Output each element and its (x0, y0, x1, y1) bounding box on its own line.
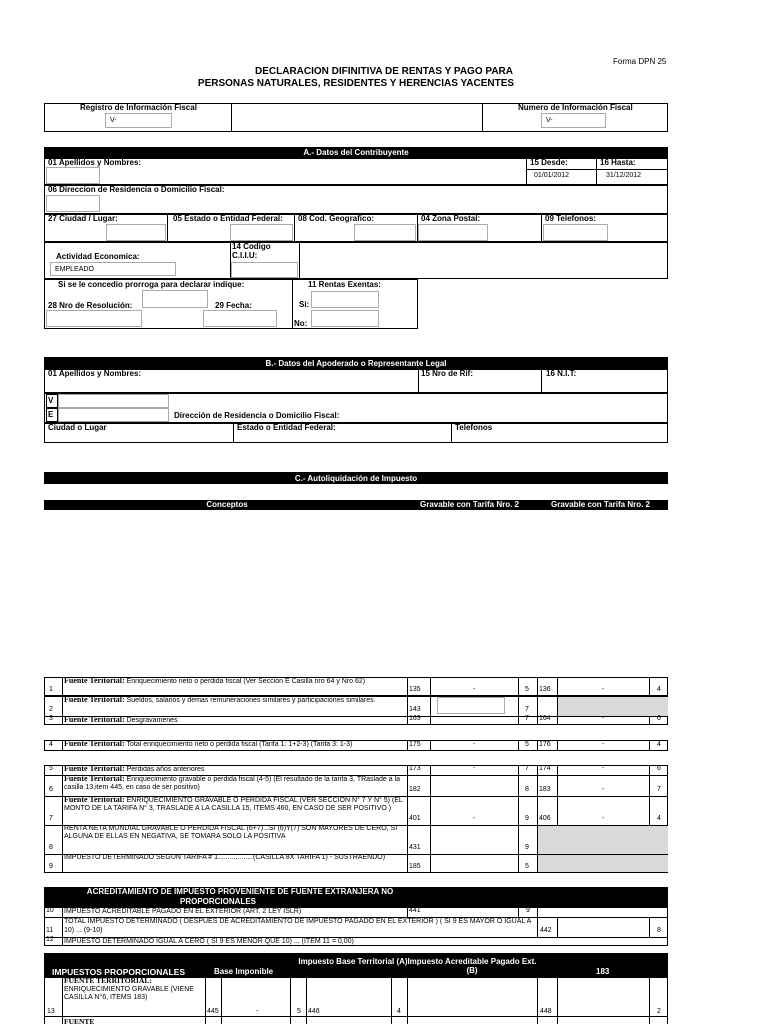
form-code: Forma DPN 25 (613, 57, 667, 66)
prop-val-1[interactable]: - (256, 1008, 259, 1015)
prop-ref-2: 4 (397, 1008, 401, 1015)
section-c-header: C.- Autoliquidación de Impuesto (44, 472, 668, 484)
phone-input[interactable] (543, 224, 608, 241)
row-value-1[interactable]: - (472, 741, 476, 748)
prop-col-4: Impuesto Acreditable Pagado Ext. (B) (407, 957, 537, 975)
prop-row-num: 13 (47, 1008, 55, 1015)
row-ref-2: 4 (657, 686, 661, 693)
activity-input[interactable]: EMPLEADO (50, 262, 176, 276)
row-ref-2: 4 (657, 741, 661, 748)
city-input[interactable] (106, 224, 166, 241)
foreign-row-text: IMPUESTO DETERMINADO IGUAL A CERO ( SI 9 ES MENOR QUE 10) ... (ITEM 11 = 0,00) (64, 938, 354, 945)
prop-ref-1: 5 (297, 1008, 301, 1015)
row-ref-1: 5 (525, 863, 529, 870)
row-number: 4 (49, 741, 53, 748)
section-a-header: A.- Datos del Contribuyente (44, 147, 668, 158)
row-value-2[interactable]: - (601, 815, 605, 822)
resolution-input[interactable] (142, 290, 208, 308)
row-ref-1: 5 (525, 686, 529, 693)
row-concept-text: Perdidas años anteriores (126, 766, 205, 773)
row-code-1: 175 (409, 741, 421, 748)
row-concept-text: Enriquecimiento neto o perdida fiscal (Ver Sección E Casilla nro 64 y Nro 62) (126, 678, 366, 685)
foreign-row-text: TOTAL IMPUESTO DETERMINADO ( DESPUES DE ACREDITAMIENTO DE IMPUESTO PAGADO EN EL EXTERIOR ) ( SI 9 ES MAYOR O IGUAL A 10) ... (9-10) (64, 918, 531, 934)
rep-state-label: Estado o Entidad Federal: (237, 423, 336, 432)
page-subtitle: PERSONAS NATURALES, RESIDENTES Y HERENCIAS YACENTES (197, 78, 515, 89)
foreign-row-number: 11 (46, 927, 54, 934)
row-value-2[interactable]: - (601, 786, 605, 793)
prop-col-2: Base Imponible (214, 967, 274, 976)
row-code-1: 185 (409, 863, 421, 870)
rif-input[interactable]: V- (105, 113, 172, 128)
row-concept (64, 765, 406, 775)
row-value-2[interactable]: - (601, 765, 605, 772)
row-number: 1 (49, 686, 53, 693)
row-concept-bold: Fuente Teritorial: (64, 740, 125, 748)
row-ref-2: 6 (657, 765, 661, 772)
ciiu-input[interactable] (231, 262, 298, 278)
row-code-2: 183 (539, 786, 551, 793)
row-code-1: 401 (409, 815, 421, 822)
activity-label: Actividad Economica: (56, 252, 140, 261)
foreign-row-ref-2: 8 (657, 927, 661, 934)
foreign-row-code: 441 (409, 907, 421, 914)
address-label: 06 Direccion de Residencia o Domicilio Fiscal: (48, 185, 225, 194)
to-date[interactable]: 31/12/2012 (606, 172, 642, 179)
rep-address-label: Dirección de Residencia o Domicilio Fiscal: (174, 411, 340, 420)
foreign-row-number: 12 (46, 936, 54, 943)
row-number: 9 (49, 863, 53, 870)
names-input[interactable] (46, 167, 100, 184)
row-concept (64, 796, 406, 825)
row-concept-bold: Fuente Teritorial: (64, 796, 125, 804)
row-ref-1: 7 (525, 706, 529, 713)
to-label: 16 Hasta: (600, 158, 636, 167)
row-concept-text: RENTA NETA MUNDIAL GRAVABLE O PÉRDIDA FISCAL (6+7)...SI (6)Y(7) SON MAYORES DE CERO, SI ALGUNA DE ELLAS EN NEGATIVA, SE TOMARA SOLO LA POSITIVA (64, 825, 398, 841)
row-number: 8 (49, 844, 53, 851)
resolution-input-2[interactable] (46, 310, 142, 327)
row-concept (64, 854, 406, 873)
row-concept (64, 775, 406, 796)
row-value-1[interactable]: - (472, 686, 476, 693)
prop-code-3: 448 (540, 1008, 552, 1015)
names-label: 01 Apellidos y Nombres: (48, 158, 142, 167)
row-ref-2: 4 (657, 815, 661, 822)
state-input[interactable] (230, 224, 293, 241)
prop-ref-3: 2 (657, 1008, 661, 1015)
phone-label: 09 Telefonos: (545, 214, 596, 223)
row-code-2: 176 (539, 741, 551, 748)
rep-id-input[interactable] (58, 394, 169, 408)
resolution-label: 28 Nro de Resolución: (48, 301, 133, 310)
zip-input[interactable] (418, 224, 488, 241)
rif-label: Registro de Información Fiscal (80, 103, 197, 112)
row-value-2[interactable]: - (601, 741, 605, 748)
rep-city-label: Ciudad o Lugar (48, 423, 107, 432)
no-label: No: (294, 319, 308, 328)
section-b-header: B.- Datos del Apoderado o Representante Legal (44, 357, 668, 369)
rep-id-input-2[interactable] (58, 408, 169, 422)
row-2-input[interactable] (437, 697, 505, 714)
row-code-1: 143 (409, 706, 421, 713)
row-concept-text: Enriquecimiento gravable o perdida fiscal (4-5) (El resultado de la tarifa 3, TRaslade a la casilla 13,item 445, en caso de ser positivo) (64, 776, 401, 792)
row-concept-bold: Fuente Teritorial: (64, 696, 125, 704)
rep-nit-label: 16 N.I.T: (546, 369, 577, 378)
row-number: 6 (49, 786, 53, 793)
address-input[interactable] (46, 195, 100, 212)
rep-names-label: 01 Apellidos y Nombres: (48, 369, 142, 378)
row-concept-text: Total enriquecimiento neto o perdida fiscal (Tarifa 1: 1+2-3) (Tarifa 3: 1-3) (126, 741, 353, 748)
row-ref-1: 9 (525, 815, 529, 822)
row-ref-1: 7 (525, 715, 529, 722)
row-concept (64, 825, 406, 854)
extension-label: Si se le concedio prorroga para declarar indique: (58, 280, 245, 289)
prop-row-text (64, 977, 204, 1002)
row-ref-1: 8 (525, 786, 529, 793)
row-concept (64, 677, 406, 696)
row-code-2: 174 (539, 765, 551, 772)
rep-e-label: E (48, 410, 54, 419)
col-concepts: Conceptos (206, 500, 248, 509)
row-code-1: 163 (409, 715, 421, 722)
row-concept (64, 696, 406, 716)
row-code-1: 182 (409, 786, 421, 793)
ciiu-label: 14 Codigo C.I.I.U: (232, 242, 271, 260)
row-number: 7 (49, 815, 53, 822)
foreign-row-ref: 9 (526, 907, 530, 914)
zip-label: 04 Zona Postal: (421, 214, 481, 223)
prop-col-5: 183 (596, 967, 610, 976)
rep-phone-label: Telefonos (455, 423, 493, 432)
row-ref-2: 7 (657, 786, 661, 793)
city-label: 27 Ciudad / Lugar: (48, 214, 118, 223)
col-tarifa-b: Gravable con Tarifa Nro. 2 (551, 500, 650, 509)
row-concept-text: IMPUESTO DETERMINADO SEGUN TARIFA # 1..................(CASILLA 8X TARIFA 1) - SUSTRAENDO) (64, 854, 386, 861)
row-value-1[interactable]: - (472, 765, 476, 772)
row-concept-text: Desgravamenes (126, 717, 178, 724)
row-code-2: 406 (539, 815, 551, 822)
rep-v-label: V (48, 396, 54, 405)
row-code-2: 136 (539, 686, 551, 693)
row-concept-bold: Fuente Teritorial: (64, 677, 125, 685)
prop-code-2: 446 (308, 1008, 320, 1015)
prop-row-next: FUENTE (64, 1017, 95, 1026)
exempt-yes-input[interactable] (311, 291, 379, 308)
row-ref-2: 6 (657, 715, 661, 722)
prop-code-1: 445 (207, 1008, 219, 1015)
from-label: 15 Desde: (530, 158, 568, 167)
col-tarifa-a: Gravable con Tarifa Nro. 2 (420, 500, 519, 509)
foreign-row-number: 10 (46, 907, 54, 914)
exempt-no-input[interactable] (311, 310, 379, 327)
row-concept (64, 740, 406, 751)
yes-label: Si: (299, 300, 310, 309)
row-code-1: 135 (409, 686, 421, 693)
row-number: 5 (49, 765, 53, 772)
row-concept-text: ENRIQUECIMIENTO GRAVABLE O PERDIDA FISCAL (VER SECCIÓN N° 7 Y N° 5) (EL MONTO DE LA TARIFA N° 3, TRASLADE A LA CASILLA 15, ITEMS 460, EN CASO DE SER POSITIVO ) (64, 797, 403, 813)
row-ref-1: 9 (525, 844, 529, 851)
geo-code-input[interactable] (354, 224, 416, 241)
rep-location-row (44, 423, 668, 443)
row-code-1: 431 (409, 844, 421, 851)
exempt-label: 11 Rentas Exentas: (308, 280, 381, 289)
from-date[interactable]: 01/01/2012 (534, 172, 570, 179)
row-value-1[interactable]: - (472, 815, 476, 822)
row-concept-text: Sueldos, salarios y demas remuneraciones similares y participaciones similares. (126, 697, 376, 704)
row-concept-bold: Fuente Teritorial: (64, 775, 125, 783)
row-value-2[interactable]: - (601, 686, 605, 693)
nit-input[interactable]: V- (541, 113, 606, 128)
row-concept-bold: Fuente Teritorial: (64, 765, 125, 773)
prop-row-desc: ENRIQUECIMIENTO GRAVABLE (VIENE CASILLA N°6, ITEMS 183) (64, 986, 194, 1001)
foreign-title-1: ACREDITAMIENTO DE IMPUESTO PROVENIENTE DE FUENTE EXTRANJERA NO (86, 887, 394, 896)
row-value-2[interactable]: - (601, 715, 605, 722)
row-number: 3 (49, 715, 53, 722)
foreign-title-2: PROPORCIONALES (179, 897, 256, 906)
row-ref-1: 7 (525, 765, 529, 772)
geo-code-label: 08 Cod. Geografico: (298, 214, 375, 223)
row-code-2: 164 (539, 715, 551, 722)
row-number: 2 (49, 706, 53, 713)
page-title: DECLARACION DIFINITIVA DE RENTAS Y PAGO PARA (255, 66, 513, 77)
row-concept (64, 716, 406, 725)
row-ref-1: 5 (525, 741, 529, 748)
prop-col-1: IMPUESTOS PROPORCIONALES (52, 967, 186, 977)
date-label: 29 Fecha: (215, 301, 252, 310)
foreign-row-code-2: 442 (540, 927, 552, 934)
prop-row-bold: FUENTE TERRITORIAL: (64, 976, 152, 985)
date-input[interactable] (203, 310, 277, 327)
state-label: 05 Estado o Entidad Federal: (173, 214, 283, 223)
foreign-row-text: IMPUESTO ACREDITABLE PAGADO EN EL EXTERIOR (ART. 2 LEY ISLR) (64, 908, 302, 915)
nit-label: Numero de Información Fiscal (518, 103, 633, 112)
row-code-1: 173 (409, 765, 421, 772)
prop-col-3: Impuesto Base Territorial (A) (298, 957, 408, 966)
row-concept-bold: Fuente Teritorial: (64, 716, 125, 724)
rep-rif-label: 15 Nro de Rif: (421, 369, 474, 378)
